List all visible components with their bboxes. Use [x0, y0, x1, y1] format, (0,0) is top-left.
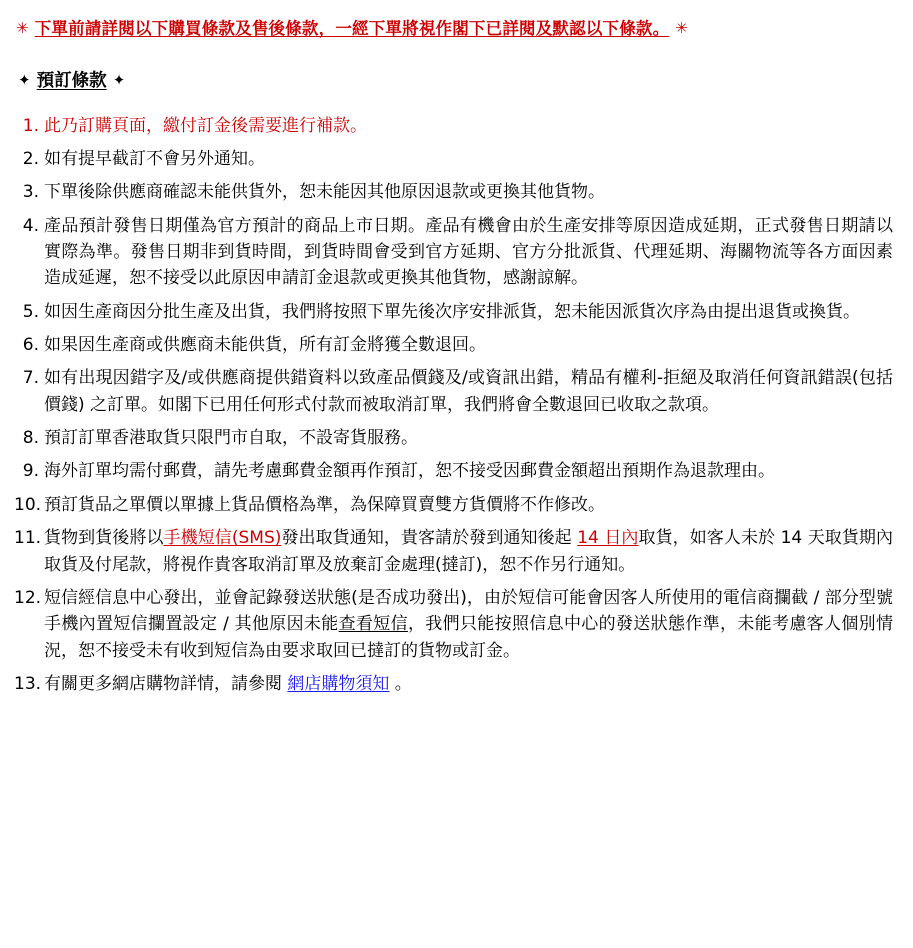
- term-number: 2.: [22, 149, 39, 170]
- term-item: [14, 146, 899, 172]
- term-number: 13.: [14, 673, 42, 694]
- term-item: [14, 492, 899, 518]
- section-title-text: 預訂條款: [36, 70, 107, 91]
- emphasis-red: 14 日內: [577, 528, 639, 549]
- term-number: 5.: [22, 301, 39, 322]
- term-text: 如因生產商因分批生產及出貨，我們將按照下單先後次序安排派貨，恕未能因派貨次序為由提出退貨或換貨。: [44, 301, 860, 322]
- term-number: 8.: [22, 428, 39, 449]
- term-item: [14, 458, 899, 484]
- term-number: 11.: [14, 528, 42, 549]
- term-item: [14, 671, 899, 697]
- term-text-run: 。: [389, 673, 412, 694]
- term-text-run: ，我們只能按照信息中心的發送狀態作準，未能考慮客人個別情況，恕不接受未有收到短信為由要求取回已撻訂的貨物或訂金。: [44, 614, 894, 661]
- term-text-run: 取貨，如客人未於 14 天取貨期內取貨及付尾款，將視作貴客取消訂單及放棄訂金處理(撻訂)，恕不作另行通知。: [44, 528, 894, 575]
- term-item: [14, 365, 899, 418]
- term-item: [14, 585, 899, 664]
- term-number: 9.: [22, 461, 39, 482]
- term-text: [44, 671, 899, 697]
- shopping-guide-link[interactable]: 網店購物須知: [287, 673, 390, 694]
- term-text-run: 發出取貨通知，貴客請於發到通知後起: [281, 528, 578, 549]
- term-number: 7.: [22, 368, 39, 389]
- term-text: [44, 585, 899, 664]
- term-text: 產品預計發售日期僅為官方預計的商品上市日期。產品有機會由於生產安排等原因造成延期，正式發售日期請以實際為準。發售日期非到貨時間，到貨時間會受到官方延期、官方分批派貨、代理延期、海關物流等各方面因素造成延遲，恕不接受以此原因申請訂金退款或更換其他貨物，感謝諒解。: [44, 215, 893, 289]
- top-warning-banner: [16, 16, 899, 42]
- term-text: 預訂訂單香港取貨只限門市自取，不設寄貨服務。: [44, 428, 418, 449]
- term-text: 海外訂單均需付郵費，請先考慮郵費金額再作預訂，恕不接受因郵費金額超出預期作為退款理由。: [44, 461, 775, 482]
- term-item: [14, 332, 899, 358]
- term-number: 4.: [22, 215, 39, 236]
- term-item: [14, 179, 899, 205]
- diamond-right-icon: ✦: [112, 70, 126, 89]
- terms-list: [14, 113, 899, 698]
- term-number: 12.: [14, 587, 42, 608]
- emphasis-underline: 查看短信: [338, 614, 408, 635]
- term-text: 此乃訂購頁面，繳付訂金後需要進行補款。: [44, 115, 367, 136]
- section-title: [18, 68, 899, 95]
- term-text: [44, 525, 899, 578]
- term-text-run: 貨物到貨後將以: [44, 528, 164, 549]
- term-item: [14, 525, 899, 578]
- term-number: 10.: [14, 494, 42, 515]
- banner-text: 下單前請詳閱以下購買條款及售後條款，一經下單將視作閣下已詳閱及默認以下條款。: [34, 19, 670, 38]
- diamond-left-icon: ✦: [18, 70, 31, 89]
- star-left-icon: ✳: [16, 19, 29, 37]
- term-text: 如有提早截訂不會另外通知。: [44, 149, 265, 170]
- term-text: 下單後除供應商確認未能供貨外，恕未能因其他原因退款或更換其他貨物。: [44, 182, 605, 203]
- term-item: [14, 299, 899, 325]
- term-number: 3.: [22, 182, 39, 203]
- term-item: [14, 213, 899, 292]
- emphasis-red: 手機短信(SMS): [163, 528, 282, 549]
- star-right-icon: ✳: [675, 19, 689, 37]
- term-text-run: 有關更多網店購物詳情，請參閱: [44, 673, 288, 694]
- term-number: 1.: [22, 115, 39, 136]
- term-number: 6.: [22, 335, 39, 356]
- term-item: [14, 113, 899, 139]
- term-text: 如有出現因錯字及/或供應商提供錯資料以致產品價錢及/或資訊出錯，精品有權利-拒絕及取消任何資訊錯誤(包括價錢) 之訂單。如閣下已用任何形式付款而被取消訂單，我們將會全數退回已收取之款項。: [44, 368, 893, 415]
- term-text-run: 短信經信息中心發出，並會記錄發送狀態(是否成功發出)，由於短信可能會因客人所使用的電信商攔截 / 部分型號手機內置短信攔置設定 / 其他原因未能: [44, 587, 893, 635]
- term-text: 預訂貨品之單價以單據上貨品價格為準，為保障買賣雙方貨價將不作修改。: [44, 494, 605, 515]
- term-item: [14, 425, 899, 451]
- term-text: 如果因生產商或供應商未能供貨，所有訂金將獲全數退回。: [44, 335, 486, 356]
